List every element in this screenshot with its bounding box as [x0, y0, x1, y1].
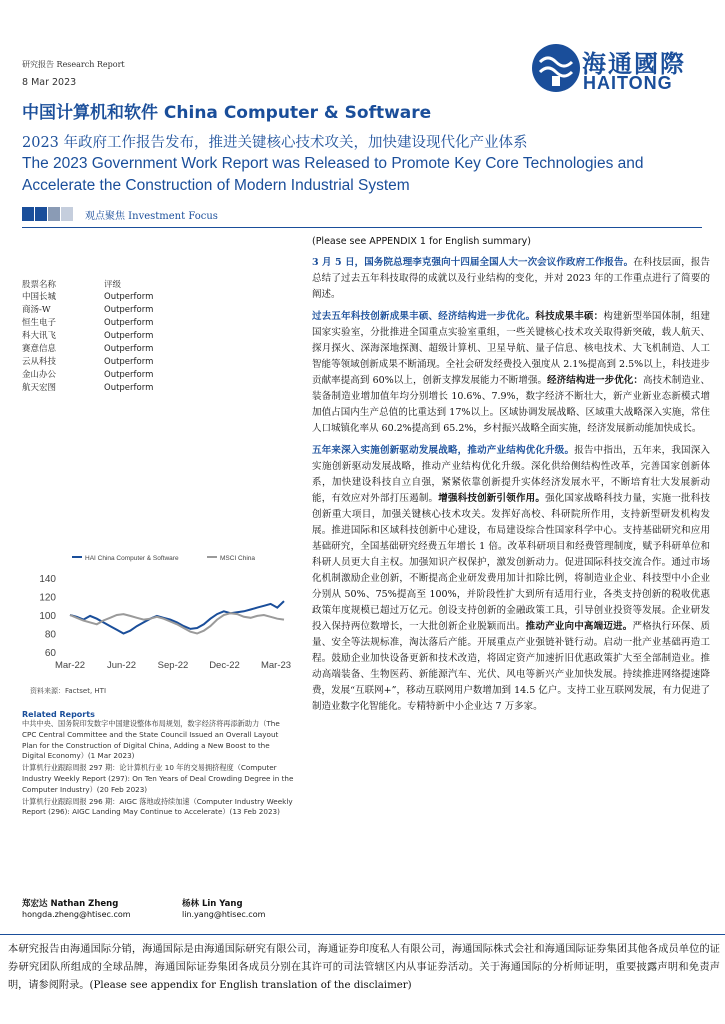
- author-name: 郑宏达 Nathan Zheng: [22, 899, 119, 909]
- y-tick-label: 120: [39, 592, 56, 604]
- logo-text-en: HAITONG: [583, 73, 673, 93]
- main-body: [312, 255, 710, 721]
- table-row: 科大讯飞 Outperform: [22, 331, 154, 341]
- related-reports-list: [22, 719, 294, 819]
- stock-rating-table: [22, 291, 282, 395]
- performance-chart: [22, 548, 294, 683]
- y-tick-label: 100: [39, 611, 56, 622]
- related-report-item[interactable]: 计算机行业跟踪周报 296 期：AIGC 落地或持续加速（Computer Industry Weekly Report (296): AIGC Landing May Continue to Accelerate）(13 Feb 2023): [22, 796, 293, 817]
- x-tick-label: Dec-22: [209, 660, 240, 671]
- chart-source: 资料来源：Factset, HTI: [30, 687, 107, 695]
- table-row: 航天宏图 Outperform: [22, 383, 154, 393]
- investment-focus-label: 观点聚焦 Investment Focus: [85, 211, 218, 222]
- author-email[interactable]: lin.yang@htisec.com: [182, 910, 266, 919]
- table-row: 商汤-W Outperform: [22, 305, 154, 315]
- y-tick-label: 80: [44, 629, 56, 641]
- y-tick-label: 140: [39, 574, 56, 585]
- paragraph-2: 过去五年科技创新成果丰硕、经济结构进一步优化。科技成果丰硕：构建新型举国体制，组建国家实验室，分批推进全国重点实验室重组，一些关键核心技术攻关取得新突破，载人航天、探月探火、深海深地探测、超级计算机、卫星导航、量子信息、核电技术、大飞机制造、人工智能等领域创新成果不断涌现。全社会研发经费投入强度从 2.1%提高到 2.5%以上，科技进步贡献率提高到 60%以上，创新支撑发展能力不断增强。经济结构进一步优化：高技术制造业、装备制造业增加值年均分别增长 10.6%、7.9%，数字经济不断壮大，新产业新业态新模式增加值占国内生产总值的比重达到 17%以上。区域协调发展战略、区域重大战略深入实施，常住人口城镇化率从 60.2%提高到 65.2%，乡村振兴战略全面实施，经济发展新动能加快成长。: [312, 311, 710, 434]
- x-tick-label: Sep-22: [157, 660, 189, 671]
- report-title-en: The 2023 Government Work Report was Released to Promote Key Core Technologies and Accelerate the Construction of Modern Industrial System: [22, 155, 644, 194]
- report-date: 8 Mar 2023: [22, 77, 77, 88]
- legend-label: MSCI China: [220, 555, 256, 562]
- report-type: 研究报告 Research Report: [22, 60, 125, 69]
- author-name: 杨林 Lin Yang: [182, 899, 243, 909]
- table-row: 中国长城 Outperform: [22, 292, 154, 302]
- col-rating: 评级: [104, 280, 122, 290]
- report-title-cn: 2023 年政府工作报告发布，推进关键核心技术攻关，加快建设现代化产业体系: [22, 135, 528, 151]
- author-email[interactable]: hongda.zheng@htisec.com: [22, 910, 131, 919]
- x-tick-label: Mar-23: [260, 660, 292, 671]
- related-report-item[interactable]: 中共中央、国务院印发数字中国建设整体布局规划，数字经济将再添新助力（The CPC Central Committee and the State Council Issued an Overall Layout Plan for the Construction of Digital China, Adding a New Boost to the Digital Economy）(1 Mar 2023): [22, 719, 280, 761]
- appendix-note: (Please see APPENDIX 1 for English summary): [312, 236, 531, 247]
- disclaimer: 本研究报告由海通国际分销，海通国际是由海通国际研究有限公司，海通证券印度私人有限公司，海通国际株式会社和海通国际证券集团其他各成员单位的证券研究团队所组成的全球品牌，海通国际证券集团各成员分别在其许可的司法管辖区内从事证券活动。关于海通国际的分析师证明，重要披露声明和免责声明，请参阅附录。(Please see appendix for English translation of the disclaimer): [8, 944, 720, 991]
- y-tick-label: 60: [44, 648, 56, 659]
- table-row: 恒生电子 Outperform: [22, 318, 154, 328]
- header-divider: [22, 227, 702, 228]
- series-line: [70, 613, 284, 633]
- logo-text-cn: 海通國際: [582, 49, 686, 78]
- paragraph-3: 五年来深入实施创新驱动发展战略，推动产业结构优化升级。报告中指出，五年来，我国深入实施创新驱动发展战略，推动产业结构优化升级。深化供给侧结构性改革，完善国家创新体系，加快建设科技自立自强，紧紧依靠创新提升实体经济发展水平，不断培育壮大发展新动能，有效应对外部打压遏制。增强科技创新引领作用。强化国家战略科技力量，实施一批科技创新重大项目，加强关键核心技术攻关。发挥好高校、科研院所作用，支持新型研发机构发展。推进国际和区域科技创新中心建设，布局建设综合性国家科学中心。支持基础研究和应用基础研究，全国基础研究经费五年增长 1 倍。改革科研项目和经费管理制度，赋予科研单位和科研人员更大自主权。加强知识产权保护，激发创新动力。促进国际科技交流合作。通过市场化机制激励企业创新，不断提高企业研发费用加计扣除比例，将制造业企业、科技型中小企业分别从 50%、75%提高至 100%，并阶段性扩大到所有适用行业，各类支持创新的税收优惠政策年度规模已超过万亿元。创设支持创新的金融政策工具，引导创业投资等发展。企业研发投入保持两位数增长，一大批创新企业脱颖而出。推动产业向中高端迈进。严格执行环保、质量、安全等法规标准，淘汰落后产能。开展重点产业强链补链行动。启动一批产业基础再造工程。鼓励企业加快设备更新和技术改造，将固定资产加速折旧优惠政策扩大至全部制造业。推动高端装备、生物医药、新能源汽车、光伏、风电等新兴产业加快发展。持续推进网络提速降费，发展“互联网+”，移动互联网用户数增加到 14.5 亿户。支持工业互联网发展，有力促进了制造业数字化智能化。专精特新中小企业达 7 万多家。: [312, 445, 710, 712]
- table-row: 金山办公 Outperform: [22, 370, 154, 380]
- paragraph-1: 3 月 5 日，国务院总理李克强向十四届全国人大一次会议作政府工作报告。在科技层面，报告总结了过去五年科技取得的成就以及行业结构的变化，并对 2023 年的工作重点进行了简要的阐述。: [312, 257, 710, 300]
- legend-label: HAI China Computer & Software: [85, 555, 179, 562]
- table-row: 赛意信息 Outperform: [22, 344, 154, 354]
- x-tick-label: Jun-22: [106, 660, 137, 671]
- focus-bar-decoration: [22, 206, 74, 225]
- sector-title: 中国计算机和软件 China Computer & Software: [22, 103, 432, 123]
- col-stock-name: 股票名称: [22, 280, 57, 290]
- footer-divider: [0, 934, 725, 935]
- table-row: 云从科技 Outperform: [22, 357, 154, 367]
- related-report-item[interactable]: 计算机行业跟踪周报 297 期：论计算机行业 10 年的交易拥挤程度（Computer Industry Weekly Report (297): On Ten Years of Deal Crowding Degree in the Computer Industry）(20 Feb 2023): [22, 763, 294, 794]
- stock-table-header: [22, 278, 121, 290]
- x-tick-label: Mar-22: [54, 660, 86, 671]
- related-reports-title: Related Reports: [22, 710, 95, 719]
